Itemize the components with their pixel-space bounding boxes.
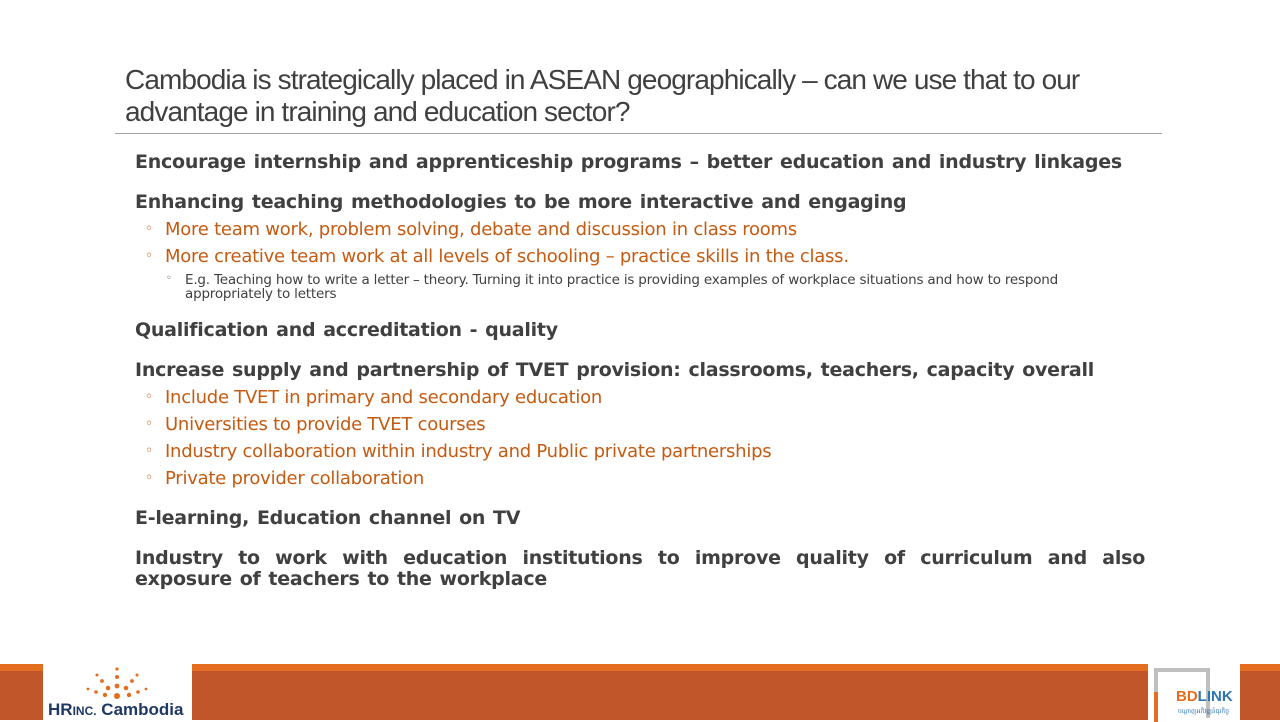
footer-bar [0,664,1280,720]
sub-bullet-marker: ◦ [145,416,154,432]
sub-bullet-marker: ◦ [145,389,154,405]
sub-bullet-text: Private provider collaboration [165,468,424,489]
hrinc-wordmark-place: Cambodia [96,700,184,719]
bullet-teaching-methodologies: Enhancing teaching methodologies to be more interactive and engaging [135,191,907,213]
bdlink-tagline: បណ្តាញអភិវឌ្ឍន៍ធុរកិច្ច [1178,708,1230,715]
bullet-tvet-supply: Increase supply and partnership of TVET provision: classrooms, teachers, capacity overall [135,359,1095,381]
hrinc-logo [43,664,192,720]
footer-topline [0,664,1280,671]
sub-bullet-marker: ◦ [145,248,154,264]
sub-sub-bullet-example [135,273,1145,301]
sub-bullet-tvet-primary [135,387,1145,408]
sub-bullet-text: Include TVET in primary and secondary education [165,387,603,408]
sub-bullet-marker: ◦ [145,443,154,459]
sub-bullet-private-provider [135,468,1145,489]
sunburst-icon [85,666,149,702]
bullet-e-learning: E-learning, Education channel on TV [135,507,521,529]
sub-bullet-industry-collaboration [135,441,1145,462]
sub-bullet-marker: ◦ [145,221,154,237]
bdlink-logo [1148,664,1240,720]
sub-bullet-text: More team work, problem solving, debate and discussion in class rooms [165,219,797,240]
sub-bullet-universities [135,414,1145,435]
sub-bullet-text: More creative team work at all levels of schooling – practice skills in the class. [165,246,849,267]
bdlink-wordmark-bd: BD [1176,688,1198,705]
sub-bullet-text: Universities to provide TVET courses [165,414,486,435]
bullet-qualification: Qualification and accreditation - quality [135,319,558,341]
title-divider [115,133,1162,134]
bullet-industry-education: Industry to work with education institutions to improve quality of curriculum and also exposure of teachers to the workplace [135,547,1145,590]
bullet-internship: Encourage internship and apprenticeship programs – better education and industry linkages [135,151,1122,173]
bdlink-wordmark [1176,688,1233,705]
sub-bullet-text: Industry collaboration within industry and Public private partnerships [165,441,772,462]
bdlink-frame-accent [1154,692,1158,722]
sub-bullet-creative-team-work [135,246,1145,267]
sub-bullet-marker: ◦ [145,470,154,486]
hrinc-wordmark-hr: HR [48,700,73,719]
bdlink-wordmark-link: LINK [1197,688,1233,705]
sub-sub-bullet-marker: ◦ [166,273,172,284]
sub-bullet-team-work [135,219,1145,240]
hrinc-wordmark-inc: INC. [72,704,97,718]
slide-body [135,152,1145,590]
sub-sub-bullet-text: E.g. Teaching how to write a letter – theory. Turning it into practice is providing examples of workplace situations and how to respond appropriately to letters [185,272,1059,302]
slide-title: Cambodia is strategically placed in ASEAN geographically – can we use that to our advantage in training and education sector? [125,64,1080,127]
hrinc-wordmark [48,700,183,720]
